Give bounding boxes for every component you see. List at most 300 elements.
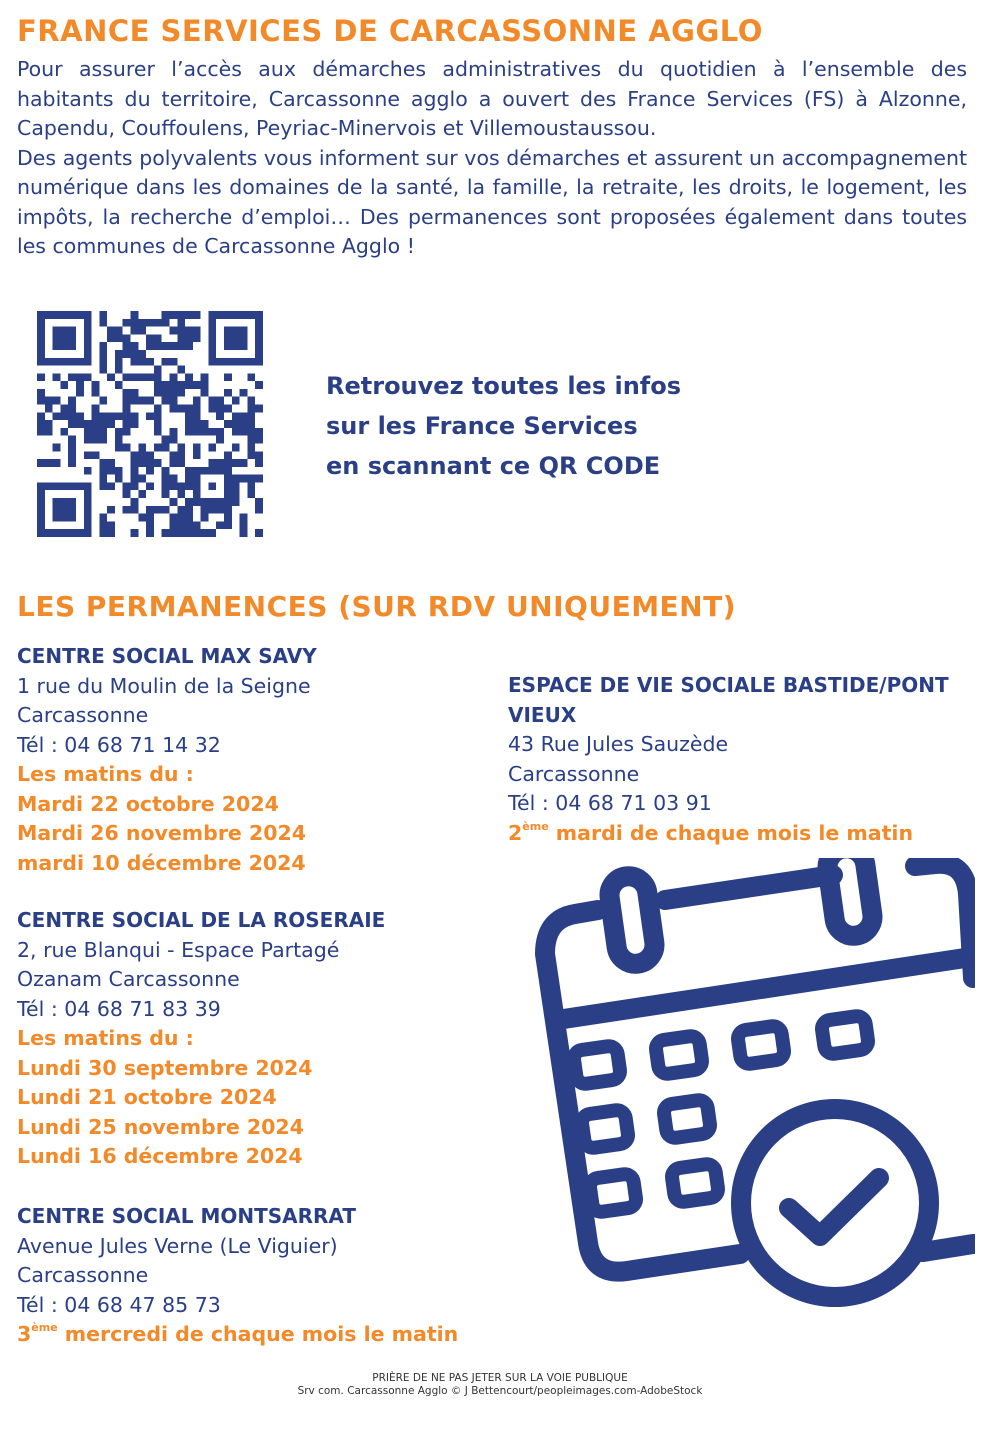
qr-module xyxy=(177,389,185,397)
qr-module xyxy=(68,459,76,467)
qr-module xyxy=(92,428,100,436)
qr-module xyxy=(107,506,115,514)
qr-module xyxy=(60,358,68,366)
schedule-date: Lundi 25 novembre 2024 xyxy=(17,1114,304,1139)
qr-module xyxy=(216,358,224,366)
qr-module xyxy=(185,514,193,522)
qr-module xyxy=(201,529,209,537)
qr-module xyxy=(131,529,139,537)
qr-module xyxy=(53,412,61,420)
center-name: ESPACE DE VIE SOCIALE BASTIDE/PONT VIEUX xyxy=(508,673,949,727)
qr-module xyxy=(84,451,92,459)
qr-module xyxy=(255,342,263,350)
qr-module xyxy=(169,405,177,413)
qr-module xyxy=(99,436,107,444)
qr-module xyxy=(224,420,232,428)
qr-module xyxy=(232,420,240,428)
qr-module xyxy=(154,373,162,381)
qr-module xyxy=(37,412,45,420)
qr-module xyxy=(99,358,107,366)
qr-module xyxy=(53,327,61,335)
qr-instructions xyxy=(326,366,681,486)
qr-module xyxy=(224,327,232,335)
qr-module xyxy=(240,342,248,350)
qr-module xyxy=(37,498,45,506)
qr-module xyxy=(68,342,76,350)
qr-module xyxy=(76,311,84,319)
qr-module xyxy=(162,475,170,483)
qr-module xyxy=(107,373,115,381)
qr-module xyxy=(76,358,84,366)
qr-module xyxy=(131,482,139,490)
qr-module xyxy=(131,475,139,483)
qr-module xyxy=(224,358,232,366)
center-city: Carcassonne xyxy=(17,1263,149,1287)
qr-module xyxy=(169,475,177,483)
qr-module xyxy=(232,428,240,436)
qr-module xyxy=(60,342,68,350)
qr-module xyxy=(154,389,162,397)
qr-module xyxy=(53,506,61,514)
center-name: CENTRE SOCIAL MAX SAVY xyxy=(17,644,317,668)
qr-module xyxy=(247,443,255,451)
qr-module xyxy=(216,459,224,467)
qr-module xyxy=(193,443,201,451)
qr-module xyxy=(53,373,61,381)
qr-module xyxy=(37,350,45,358)
qr-module xyxy=(107,482,115,490)
qr-module xyxy=(76,412,84,420)
qr-module xyxy=(138,327,146,335)
qr-module xyxy=(177,405,185,413)
schedule-date: Mardi 26 novembre 2024 xyxy=(17,821,307,845)
schedule-date: Lundi 21 octobre 2024 xyxy=(17,1085,277,1109)
qr-module xyxy=(208,319,216,327)
qr-module xyxy=(131,459,139,467)
qr-module xyxy=(53,482,61,490)
qr-module xyxy=(177,459,185,467)
qr-module xyxy=(53,529,61,537)
qr-module xyxy=(115,358,123,366)
qr-module xyxy=(185,498,193,506)
qr-module xyxy=(45,428,53,436)
center-city: Carcassonne xyxy=(17,703,149,727)
qr-module xyxy=(185,475,193,483)
qr-module xyxy=(146,373,154,381)
qr-module xyxy=(169,514,177,522)
qr-module xyxy=(247,358,255,366)
qr-module xyxy=(232,358,240,366)
intro-text xyxy=(17,55,967,262)
qr-module xyxy=(37,490,45,498)
qr-module xyxy=(138,490,146,498)
qr-module xyxy=(131,467,139,475)
schedule-recurring xyxy=(17,1320,458,1350)
qr-line-2: sur les France Services xyxy=(326,412,638,440)
qr-module xyxy=(216,311,224,319)
qr-module xyxy=(162,436,170,444)
qr-module xyxy=(162,482,170,490)
qr-module xyxy=(123,443,131,451)
qr-module xyxy=(224,373,232,381)
intro-paragraph-1: Pour assurer l’accès aux démarches administratives du quotidien à l’ensemble des habitants du territoire, Carcassonne agglo a ouvert des France Services (FS) à Alzonne, Capendu, Couffoulens, Peyriac-Minervois et Villemoustaussou. xyxy=(17,57,967,140)
qr-module xyxy=(169,459,177,467)
qr-module xyxy=(115,350,123,358)
qr-module xyxy=(247,451,255,459)
qr-module xyxy=(37,319,45,327)
qr-line-1: Retrouvez toutes les infos xyxy=(326,372,681,400)
center-montsarrat xyxy=(17,1202,458,1350)
qr-module xyxy=(99,366,107,374)
qr-module xyxy=(193,529,201,537)
qr-module xyxy=(37,397,45,405)
qr-module xyxy=(240,514,248,522)
qr-module xyxy=(84,334,92,342)
qr-module xyxy=(60,514,68,522)
qr-module xyxy=(68,506,76,514)
qr-module xyxy=(53,334,61,342)
qr-module xyxy=(60,405,68,413)
qr-module xyxy=(99,420,107,428)
qr-module xyxy=(185,381,193,389)
qr-module xyxy=(146,506,154,514)
qr-module xyxy=(240,428,248,436)
qr-code-icon[interactable] xyxy=(37,311,263,537)
qr-module xyxy=(53,342,61,350)
qr-module xyxy=(131,506,139,514)
qr-module xyxy=(68,529,76,537)
qr-module xyxy=(68,482,76,490)
qr-module xyxy=(84,506,92,514)
qr-module xyxy=(193,475,201,483)
qr-module xyxy=(224,451,232,459)
qr-module xyxy=(247,420,255,428)
qr-module xyxy=(45,358,53,366)
qr-module xyxy=(208,350,216,358)
qr-module xyxy=(84,529,92,537)
qr-module xyxy=(208,498,216,506)
qr-module xyxy=(84,490,92,498)
qr-module xyxy=(115,381,123,389)
qr-module xyxy=(208,334,216,342)
qr-module xyxy=(146,482,154,490)
qr-module xyxy=(177,529,185,537)
qr-module xyxy=(216,412,224,420)
qr-module xyxy=(208,397,216,405)
qr-module xyxy=(37,506,45,514)
schedule-ordinal-suffix: ème xyxy=(522,819,549,833)
qr-module xyxy=(162,358,170,366)
qr-module xyxy=(240,412,248,420)
qr-module xyxy=(68,358,76,366)
qr-module xyxy=(115,467,123,475)
qr-module xyxy=(154,506,162,514)
qr-module xyxy=(185,521,193,529)
center-address: Avenue Jules Verne (Le Viguier) xyxy=(17,1233,338,1258)
qr-module xyxy=(177,506,185,514)
qr-module xyxy=(45,482,53,490)
qr-module xyxy=(99,342,107,350)
qr-module xyxy=(107,521,115,529)
qr-module xyxy=(37,389,45,397)
qr-module xyxy=(60,498,68,506)
qr-module xyxy=(201,373,209,381)
qr-module xyxy=(255,475,263,483)
qr-module xyxy=(138,451,146,459)
qr-module xyxy=(240,311,248,319)
qr-module xyxy=(53,397,61,405)
qr-module xyxy=(131,319,139,327)
qr-module xyxy=(162,389,170,397)
qr-module xyxy=(138,319,146,327)
qr-module xyxy=(146,467,154,475)
qr-module xyxy=(216,397,224,405)
qr-module xyxy=(247,397,255,405)
qr-module xyxy=(99,482,107,490)
qr-module xyxy=(169,498,177,506)
qr-module xyxy=(240,529,248,537)
qr-module xyxy=(84,498,92,506)
qr-module xyxy=(37,420,45,428)
qr-module xyxy=(208,358,216,366)
qr-module xyxy=(131,311,139,319)
qr-module xyxy=(138,397,146,405)
qr-module xyxy=(247,373,255,381)
qr-module xyxy=(68,311,76,319)
qr-module xyxy=(131,389,139,397)
qr-module xyxy=(224,311,232,319)
qr-module xyxy=(37,459,45,467)
qr-module xyxy=(208,529,216,537)
schedule-date: Lundi 30 septembre 2024 xyxy=(17,1055,313,1080)
qr-module xyxy=(232,397,240,405)
qr-module xyxy=(240,475,248,483)
qr-module xyxy=(115,436,123,444)
footer-credits: Srv com. Carcassonne Agglo © J Bettencourt/peopleimages.com-AdobeStock xyxy=(297,1385,703,1397)
qr-module xyxy=(193,451,201,459)
qr-module xyxy=(131,350,139,358)
qr-module xyxy=(232,342,240,350)
qr-module xyxy=(92,420,100,428)
qr-module xyxy=(247,311,255,319)
intro-paragraph-2: Des agents polyvalents vous informent sur vos démarches et assurent un accompagnement numérique dans les domaines de la santé, la famille, la retraite, les droits, le logement, les impôts, la recherche d’emploi… Des permanences sont proposées également dans toutes les communes de Carcassonne Agglo ! xyxy=(17,145,967,258)
qr-module xyxy=(53,514,61,522)
qr-module xyxy=(255,459,263,467)
qr-module xyxy=(138,358,146,366)
qr-module xyxy=(224,475,232,483)
qr-module xyxy=(123,428,131,436)
qr-module xyxy=(131,358,139,366)
qr-module xyxy=(193,397,201,405)
center-phone: Tél : 04 68 71 03 91 xyxy=(508,791,712,815)
qr-module xyxy=(131,373,139,381)
qr-module xyxy=(123,342,131,350)
qr-module xyxy=(84,514,92,522)
qr-module xyxy=(247,428,255,436)
qr-module xyxy=(185,412,193,420)
qr-module xyxy=(92,436,100,444)
qr-module xyxy=(60,412,68,420)
qr-module xyxy=(208,443,216,451)
qr-module xyxy=(60,428,68,436)
qr-module xyxy=(92,451,100,459)
qr-module xyxy=(255,381,263,389)
qr-module xyxy=(177,334,185,342)
qr-module xyxy=(146,397,154,405)
schedule-date: Mardi 22 octobre 2024 xyxy=(17,791,279,816)
qr-module xyxy=(169,428,177,436)
qr-module xyxy=(68,334,76,342)
qr-module xyxy=(37,373,45,381)
qr-module xyxy=(99,350,107,358)
qr-module xyxy=(37,514,45,522)
qr-module xyxy=(84,311,92,319)
center-max-savy xyxy=(17,642,317,878)
qr-module xyxy=(169,311,177,319)
center-phone: Tél : 04 68 71 83 39 xyxy=(17,996,221,1021)
qr-module xyxy=(123,397,131,405)
qr-module xyxy=(107,334,115,342)
qr-module xyxy=(201,514,209,522)
schedule-recurring xyxy=(508,819,978,849)
qr-module xyxy=(84,350,92,358)
qr-module xyxy=(162,319,170,327)
qr-module xyxy=(84,358,92,366)
qr-module xyxy=(216,467,224,475)
qr-module xyxy=(84,521,92,529)
qr-module xyxy=(169,358,177,366)
qr-module xyxy=(208,327,216,335)
qr-module xyxy=(193,381,201,389)
qr-module xyxy=(45,459,53,467)
qr-module xyxy=(201,381,209,389)
qr-module xyxy=(92,405,100,413)
qr-module xyxy=(193,467,201,475)
qr-module xyxy=(60,482,68,490)
qr-module xyxy=(68,443,76,451)
qr-module xyxy=(208,405,216,413)
qr-module xyxy=(123,412,131,420)
qr-module xyxy=(247,405,255,413)
qr-module xyxy=(138,475,146,483)
qr-module xyxy=(224,498,232,506)
qr-module xyxy=(123,420,131,428)
qr-module xyxy=(193,490,201,498)
qr-module xyxy=(185,420,193,428)
qr-module xyxy=(232,498,240,506)
qr-module xyxy=(60,311,68,319)
qr-module xyxy=(247,482,255,490)
qr-module xyxy=(92,389,100,397)
center-bastide xyxy=(508,671,978,848)
qr-module xyxy=(177,514,185,522)
qr-module xyxy=(169,389,177,397)
qr-module xyxy=(169,482,177,490)
qr-module xyxy=(193,521,201,529)
qr-module xyxy=(255,529,263,537)
qr-module xyxy=(216,498,224,506)
qr-module xyxy=(107,327,115,335)
qr-module xyxy=(131,397,139,405)
qr-module xyxy=(60,327,68,335)
qr-module xyxy=(37,521,45,529)
qr-module xyxy=(255,405,263,413)
qr-module xyxy=(99,514,107,522)
qr-module xyxy=(162,311,170,319)
qr-module xyxy=(154,334,162,342)
qr-module xyxy=(53,459,61,467)
qr-module xyxy=(45,529,53,537)
qr-module xyxy=(255,358,263,366)
qr-module xyxy=(240,327,248,335)
qr-module xyxy=(185,342,193,350)
qr-module xyxy=(154,319,162,327)
qr-module xyxy=(37,311,45,319)
schedule-text: mardi de chaque mois le matin xyxy=(548,820,914,845)
qr-module xyxy=(123,373,131,381)
qr-module xyxy=(255,311,263,319)
qr-module xyxy=(53,443,61,451)
qr-module xyxy=(177,311,185,319)
schedule-date: mardi 10 décembre 2024 xyxy=(17,850,306,875)
schedule-text: mercredi de chaque mois le matin xyxy=(57,1322,459,1346)
qr-module xyxy=(240,420,248,428)
qr-module xyxy=(37,482,45,490)
qr-module xyxy=(201,428,209,436)
qr-module xyxy=(45,420,53,428)
qr-line-3: en scannant ce QR CODE xyxy=(326,452,661,480)
qr-module xyxy=(154,381,162,389)
schedule-ordinal: 3 xyxy=(17,1322,32,1346)
qr-module xyxy=(169,529,177,537)
qr-module xyxy=(68,451,76,459)
qr-module xyxy=(138,443,146,451)
qr-module xyxy=(123,506,131,514)
qr-module xyxy=(68,498,76,506)
qr-module xyxy=(37,327,45,335)
qr-module xyxy=(240,459,248,467)
qr-module xyxy=(107,467,115,475)
qr-module xyxy=(232,334,240,342)
qr-module xyxy=(76,420,84,428)
qr-module xyxy=(247,412,255,420)
qr-module xyxy=(37,358,45,366)
center-roseraie xyxy=(17,906,385,1172)
qr-module xyxy=(60,506,68,514)
qr-module xyxy=(45,405,53,413)
qr-module xyxy=(68,436,76,444)
qr-module xyxy=(208,506,216,514)
qr-module xyxy=(208,459,216,467)
qr-module xyxy=(201,498,209,506)
center-name: CENTRE SOCIAL DE LA ROSERAIE xyxy=(17,908,386,932)
qr-module xyxy=(208,342,216,350)
qr-module xyxy=(255,350,263,358)
qr-module xyxy=(169,436,177,444)
qr-module xyxy=(115,412,123,420)
qr-module xyxy=(99,475,107,483)
qr-module xyxy=(146,529,154,537)
qr-module xyxy=(154,342,162,350)
qr-module xyxy=(169,373,177,381)
qr-module xyxy=(201,506,209,514)
qr-module xyxy=(131,342,139,350)
qr-module xyxy=(154,420,162,428)
qr-module xyxy=(201,467,209,475)
qr-module xyxy=(146,358,154,366)
qr-module xyxy=(201,420,209,428)
qr-module xyxy=(115,475,123,483)
